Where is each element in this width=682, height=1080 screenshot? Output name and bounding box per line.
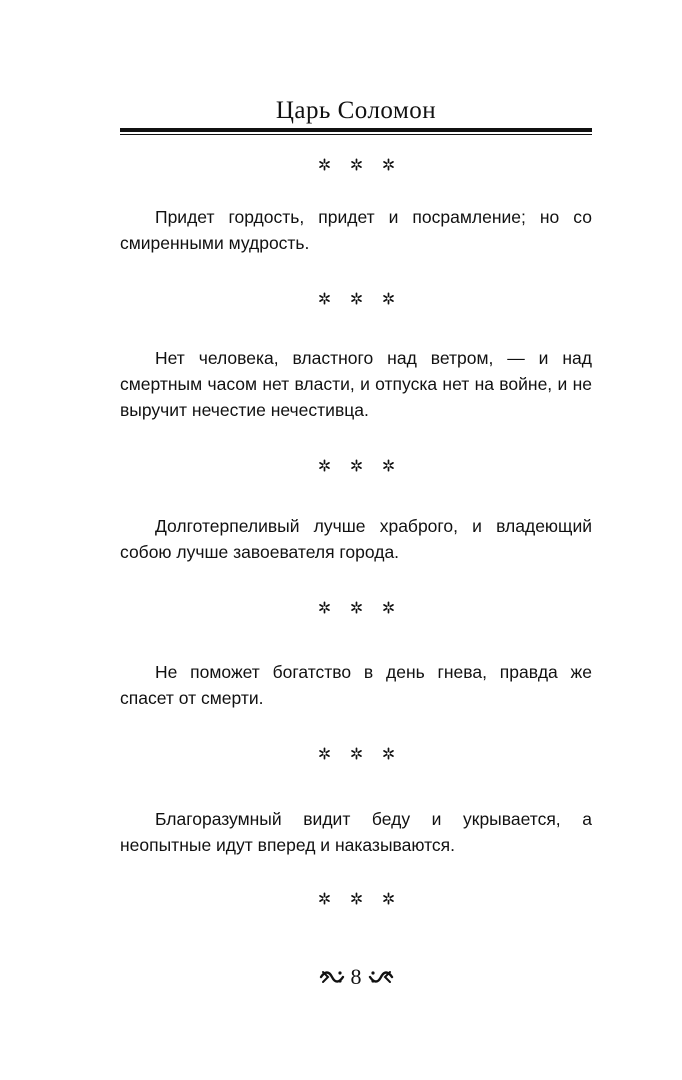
asterism-icon	[350, 601, 363, 614]
asterism-icon	[382, 601, 395, 614]
asterism-icon	[382, 459, 395, 472]
fleuron-icon	[319, 970, 345, 984]
asterism-icon	[318, 892, 331, 905]
asterism-icon	[318, 747, 331, 760]
asterism-icon	[382, 158, 395, 171]
asterism-icon	[382, 892, 395, 905]
asterism-icon	[350, 158, 363, 171]
page-title: Царь Соломон	[275, 97, 437, 124]
asterism-icon	[318, 292, 331, 305]
separator-stars	[120, 747, 592, 769]
asterism-icon	[382, 292, 395, 305]
page-header	[120, 96, 592, 135]
page-number: 8	[350, 964, 362, 989]
paragraph: Долготерпеливый лучше храброго, и владеющий собою лучше завоевателя города.	[120, 516, 592, 562]
page-footer	[120, 962, 592, 992]
asterism-icon	[350, 459, 363, 472]
header-rule-thin	[120, 134, 592, 135]
paragraph: Придет гордость, придет и посрамление; но со смиренными мудрость.	[120, 207, 592, 253]
asterism-icon	[318, 158, 331, 171]
paragraph: Нет человека, властного над ветром, — и над смертным часом нет власти, и отпуска нет на войне, и не выручит нечестие нечестивца.	[120, 348, 592, 420]
paragraph: Благоразумный видит беду и укрывается, а неопытные идут вперед и наказываются.	[120, 809, 592, 855]
paragraph: Не поможет богатство в день гнева, правда же спасет от смерти.	[120, 662, 592, 708]
asterism-icon	[318, 459, 331, 472]
fleuron-icon	[368, 970, 394, 984]
asterism-icon	[318, 601, 331, 614]
asterism-icon	[350, 292, 363, 305]
separator-stars	[120, 601, 592, 623]
separator-stars	[120, 158, 592, 180]
separator-stars	[120, 459, 592, 481]
header-rule-thick	[120, 128, 592, 132]
asterism-icon	[350, 892, 363, 905]
asterism-icon	[350, 747, 363, 760]
asterism-icon	[382, 747, 395, 760]
separator-stars	[120, 892, 592, 914]
separator-stars	[120, 292, 592, 314]
